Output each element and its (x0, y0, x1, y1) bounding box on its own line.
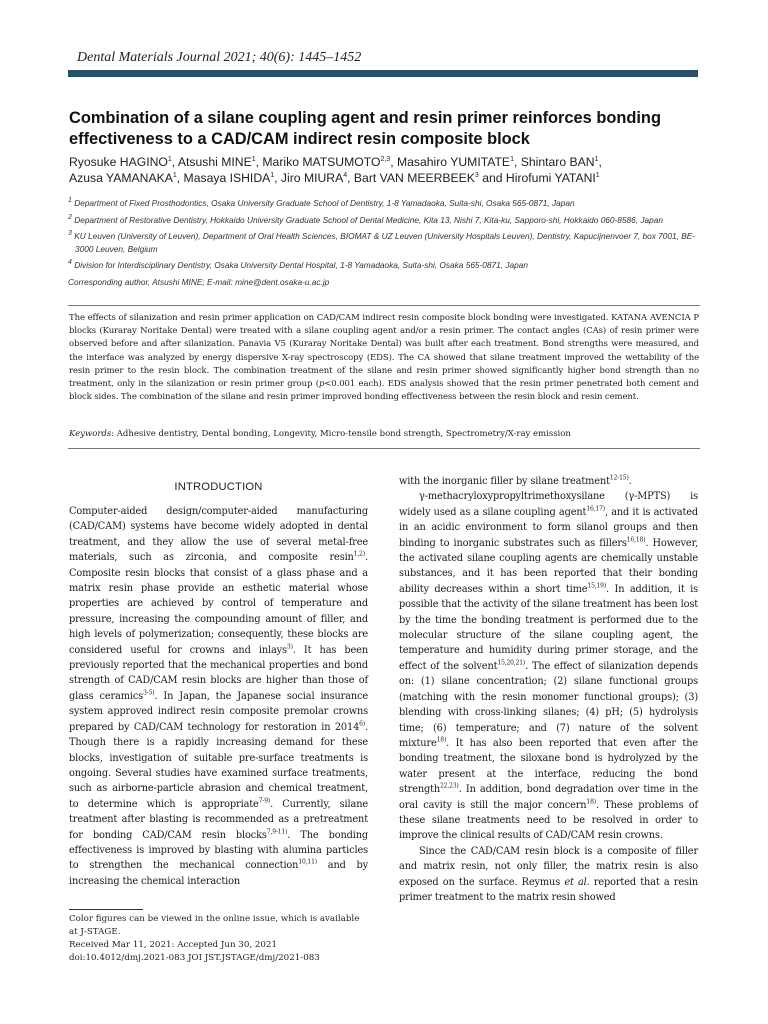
affiliation-3: $^3$ KU Leuven (University of Leuven), Department of Oral Health Sciences, BIOMAT & UZ Leuven (University Hospitals Leuven), Dentistry, Kapucijnenvoer 7, box 7001, BE-3000 Leuven, Belgium (68, 230, 696, 254)
journal-header: Dental Materials Journal 2021; 40(6): 1445–1452 (77, 50, 362, 65)
footnote-color-figures: Color figures can be viewed in the online issue, which is available at J-STAGE. (69, 914, 360, 937)
authors-line-1: Ryosuke HAGINO$^1$, Atsushi MINE$^1$, Mariko MATSUMOTO$^{2,3}$, Masahiro YUMITATE$^1$, Shintaro BAN$^1$, (69, 155, 602, 169)
body-paragraph: γ-methacryloxypropyltrimethoxysilane (γ-MPTS) is widely used as a silane coupling agent$^{16,17)}$, and it is activated in an acidic environment to form silanol groups and then binding to inorganic substrates such as fillers$^{16,18)}$. However, the activated silane coupling agents are chemically unstable substances, and it has been reported that their bonding ability decreases within a short time$^{15,19)}$. In addition, it is possible that the activity of the silane treatment has been lost by the time the bonding treatment is performed due to the molecular structure of the silane coupling agent, the temperature and humidity during primer storage, and the effect of the solvent$^{15,20,21)}$. The effect of silanization depends on: (1) silane concentration; (2) silane functional groups (matching with the resin monomer functional groups); (3) blending with cross-linking silanes; (4) pH; (5) hydrolysis time; (6) temperature; and (7) nature of the solvent mixture$^{18)}$. It has also been reported that even after the bonding treatment, the siloxane bond is hydrolyzed by the water present at the interface, reducing the bond strength$^{22,23)}$. In addition, bond degradation over time in the oral cavity is still the major concern$^{18)}$. These problems of these silane treatments need to be resolved in order to improve the clinical results of CAD/CAM resin crowns. (399, 491, 699, 842)
abstract: The effects of silanization and resin primer application on CAD/CAM indirect resin composite block bonding were investigated. KATANA AVENCIA P blocks (Kuraray Noritake Dental) were treated with a silane coupling agent and/or a resin primer. The contact angles (CAs) of resin primer were observed before and after silanization. Panavia V5 (Kuraray Noritake Dental) was built after each treatment. Bond strengths were measured, and the interface was analyzed by energy dispersive X-ray spectroscopy (EDS). The CA showed that silane treatment improved the wettability of the resin primer to the resin block. The combination treatment of the silane and resin primer showed significantly higher bond strength than no treatment, only in the silanization or resin primer group (p<0.001 each). EDS analysis showed that the resin primer penetrated both cement and block sides. The combination of the silane and resin primer improved bonding effectiveness between the resin block and resin cement. (69, 313, 699, 403)
footnote-doi: doi:10.4012/dmj.2021-083 JOI JST.JSTAGE/dmj/2021-083 (69, 953, 320, 963)
affiliation-1: $^1$ Department of Fixed Prosthodontics, Osaka University Graduate School of Dentistry, 1-8 Yamadaoka, Suita-shi, Osaka 565-0871, Japan (68, 197, 575, 208)
corresponding-author: Corresponding author, Atsushi MINE; E-mail: mine@dent.osaka-u.ac.jp (68, 276, 330, 287)
affiliation-list (68, 197, 700, 293)
abstract-bottom-rule (68, 448, 700, 449)
left-column (69, 504, 368, 889)
affiliation-2: $^2$ Department of Restorative Dentistry, Hokkaido University Graduate School of Dental Medicine, Kita 13, Nishi 7, Kita-ku, Sapporo-shi, Hokkaido 060-8586, Japan (68, 213, 663, 225)
right-column (399, 474, 698, 905)
keywords-list: : Adhesive dentistry, Dental bonding, Longevity, Micro-tensile bond strength, Spectrometry/X-ray emission (111, 429, 571, 439)
abstract-top-rule (68, 305, 700, 306)
article-title: Combination of a silane coupling agent and resin primer reinforces bonding effectiveness to a CAD/CAM indirect resin composite block (69, 109, 661, 148)
body-paragraph: Computer-aided design/computer-aided manufacturing (CAD/CAM) systems have become widely adopted in dental treatment, and they allow the use of several metal-free materials, such as zirconia, and composite resin$^{1,2)}$. Composite resin blocks that consist of a glass phase and a matrix resin phase provide an esthetic material whose properties are achieved by control of temperature and pressure, increasing the compounding amount of filler, and high levels of polymerization; consequently, these blocks are considered useful for crowns and inlays$^{3)}$. It has been previously reported that the mechanical properties and bond strength of CAD/CAM resin blocks are higher than those of glass ceramics$^{3-5)}$. In Japan, the Japanese social insurance system approved indirect resin composite premolar crowns prepared by CAD/CAM technology for restoration in 2014$^{6)}$. Though there is a rapidly increasing demand for these blocks, investigation of suitable pre-surface treatments is ongoing. Several studies have examined surface treatments, such as airborne-particle abrasion and chemical treatment, to determine which is appropriate$^{7-9)}$. Currently, silane treatment after blasting is recommended as a pretreatment for bonding CAD/CAM resin blocks$^{7,9-11)}$. The bonding effectiveness is improved by blasting with alumina particles to strengthen the mechanical connection$^{10,11)}$ and by increasing the chemical interaction (69, 506, 369, 887)
authors-line-2: Azusa YAMANAKA$^1$, Masaya ISHIDA$^1$, Jiro MIURA$^4$, Bart VAN MEERBEEK$^3$ and Hirofumi YATANI$^1$ (69, 171, 600, 185)
header-rule (68, 70, 698, 77)
author-list (69, 154, 709, 186)
footnote-received: Received Mar 11, 2021: Accepted Jun 30, 2021 (69, 940, 277, 950)
body-paragraph-continued: with the inorganic filler by silane treatment$^{12-15)}$. (399, 474, 632, 487)
footnotes (69, 913, 369, 965)
body-paragraph: Since the CAD/CAM resin block is a composite of filler and matrix resin, not only filler, the matrix resin is also exposed on the surface. Reymus et al. reported that a resin primer treatment to the matrix resin showed (399, 845, 698, 903)
footnote-rule (69, 909, 143, 910)
keywords (69, 428, 699, 441)
section-heading-introduction: INTRODUCTION (174, 481, 263, 493)
affiliation-4: $^4$ Division for Interdisciplinary Dentistry, Osaka University Dental Hospital, 1-8 Yamadaoka, Suita-shi, Osaka 565-0871, Japan (68, 259, 528, 271)
keywords-label: Keywords (69, 429, 112, 439)
